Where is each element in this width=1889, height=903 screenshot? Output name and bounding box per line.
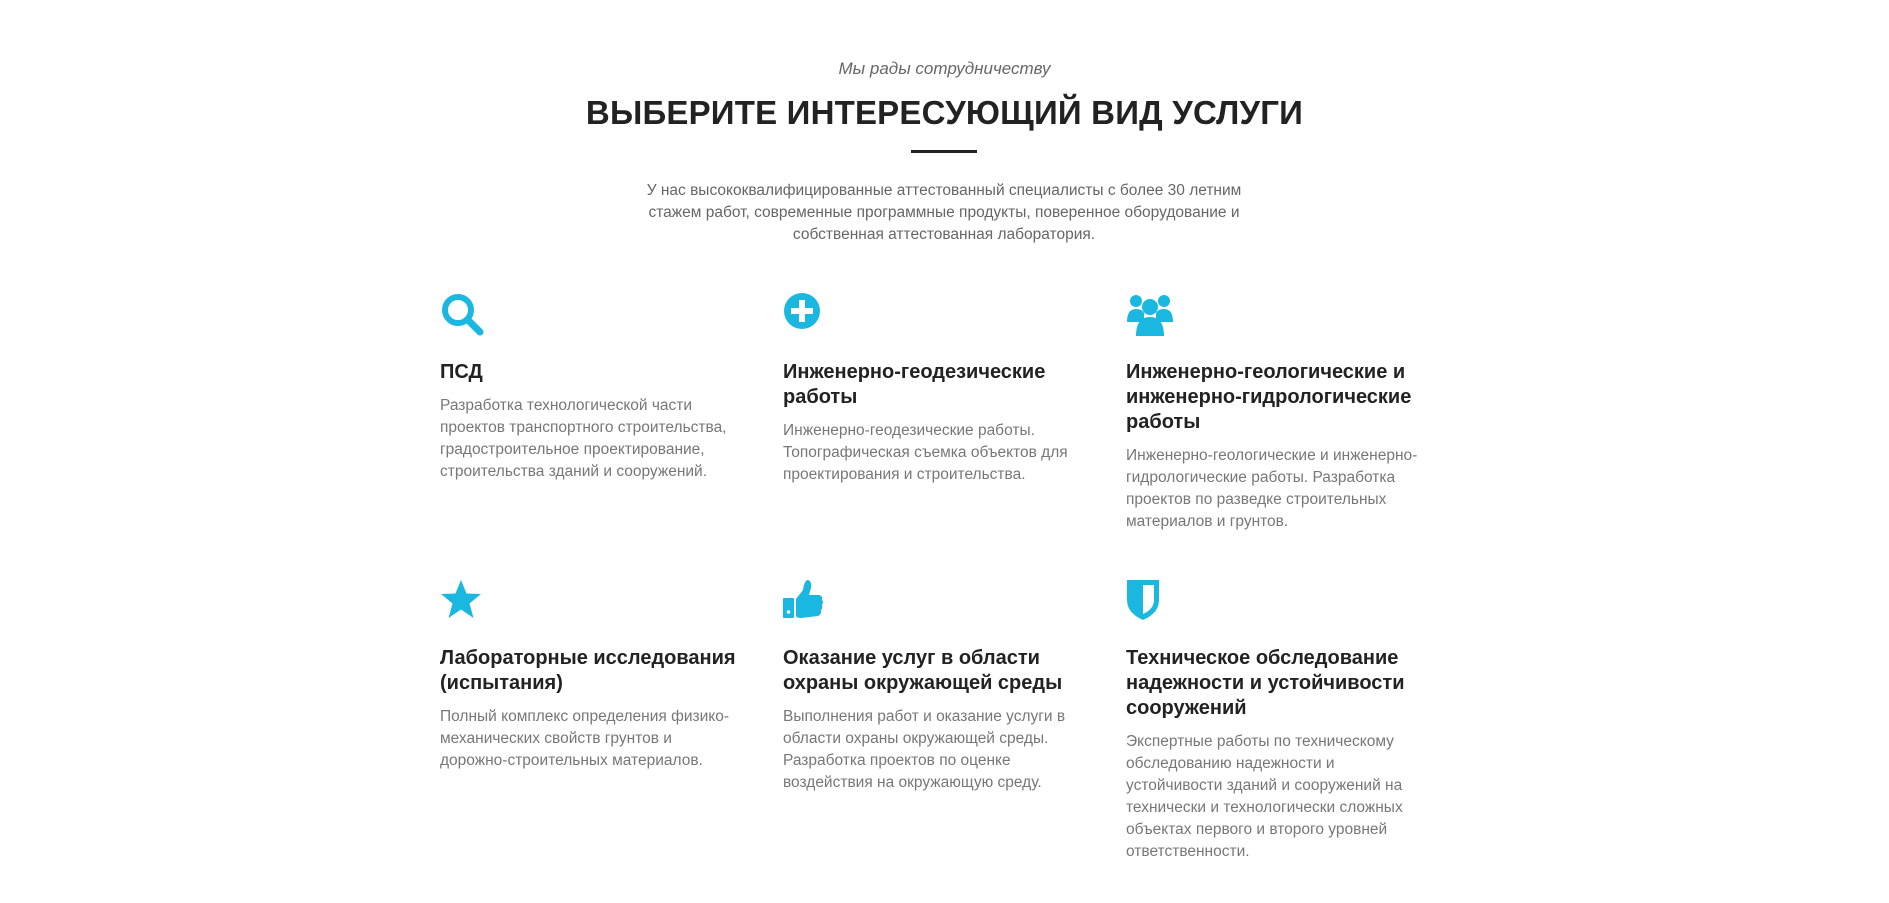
service-title: Техническое обследование надежности и устойчивости сооружений	[1126, 647, 1405, 719]
service-description: Разработка технологической части проектов транспортного строительства, градостроительное проектирование, строительства зданий и сооружений.	[440, 397, 727, 480]
service-card-geology[interactable]	[1126, 292, 1426, 533]
section-intro: У нас высококвалифицированные аттестованный специалисты с более 30 летним стажем работ, современные программные продукты, поверенное оборудование и собственная аттестованная лаборатория.	[646, 182, 1242, 243]
service-title: Лабораторные исследования (испытания)	[440, 647, 736, 694]
service-title: Инженерно-геодезические работы	[783, 361, 1046, 408]
plus-circle-icon	[783, 292, 829, 338]
service-card-environment[interactable]	[783, 578, 1083, 794]
service-card-geodesy[interactable]	[783, 292, 1083, 486]
service-description: Полный комплекс определения физико-механических свойств грунтов и дорожно-строительных материалов.	[440, 708, 729, 769]
service-description: Выполнения работ и оказание услуги в области охраны окружающей среды. Разработка проектов по оценке воздействия на окружающую среду.	[783, 708, 1066, 791]
service-card-laboratory[interactable]	[440, 578, 740, 772]
shield-icon	[1126, 578, 1172, 624]
service-card-inspection[interactable]	[1126, 578, 1426, 863]
thumbs-up-icon	[783, 578, 829, 624]
users-icon	[1126, 292, 1172, 338]
section-title: ВЫБЕРИТЕ ИНТЕРЕСУЮЩИЙ ВИД УСЛУГИ	[585, 94, 1304, 131]
service-title: ПСД	[440, 361, 483, 383]
service-card-psd[interactable]	[440, 292, 740, 483]
service-description: Экспертные работы по техническому обследованию надежности и устойчивости зданий и сооружений на технически и технологически сложных объектах первого и второго уровней ответственности.	[1126, 733, 1403, 860]
title-divider	[911, 150, 977, 153]
service-description: Инженерно-геологические и инженерно-гидрологические работы. Разработка проектов по разведке строительных материалов и грунтов.	[1126, 447, 1418, 530]
search-icon	[440, 292, 486, 338]
service-title: Оказание услуг в области охраны окружающей среды	[783, 647, 1063, 694]
section-eyebrow: Мы рады сотрудничеству	[838, 59, 1051, 78]
service-title: Инженерно-геологические и инженерно-гидрологические работы	[1126, 361, 1412, 433]
star-icon	[440, 578, 486, 624]
service-description: Инженерно-геодезические работы. Топографическая съемка объектов для проектирования и строительства.	[783, 422, 1068, 483]
